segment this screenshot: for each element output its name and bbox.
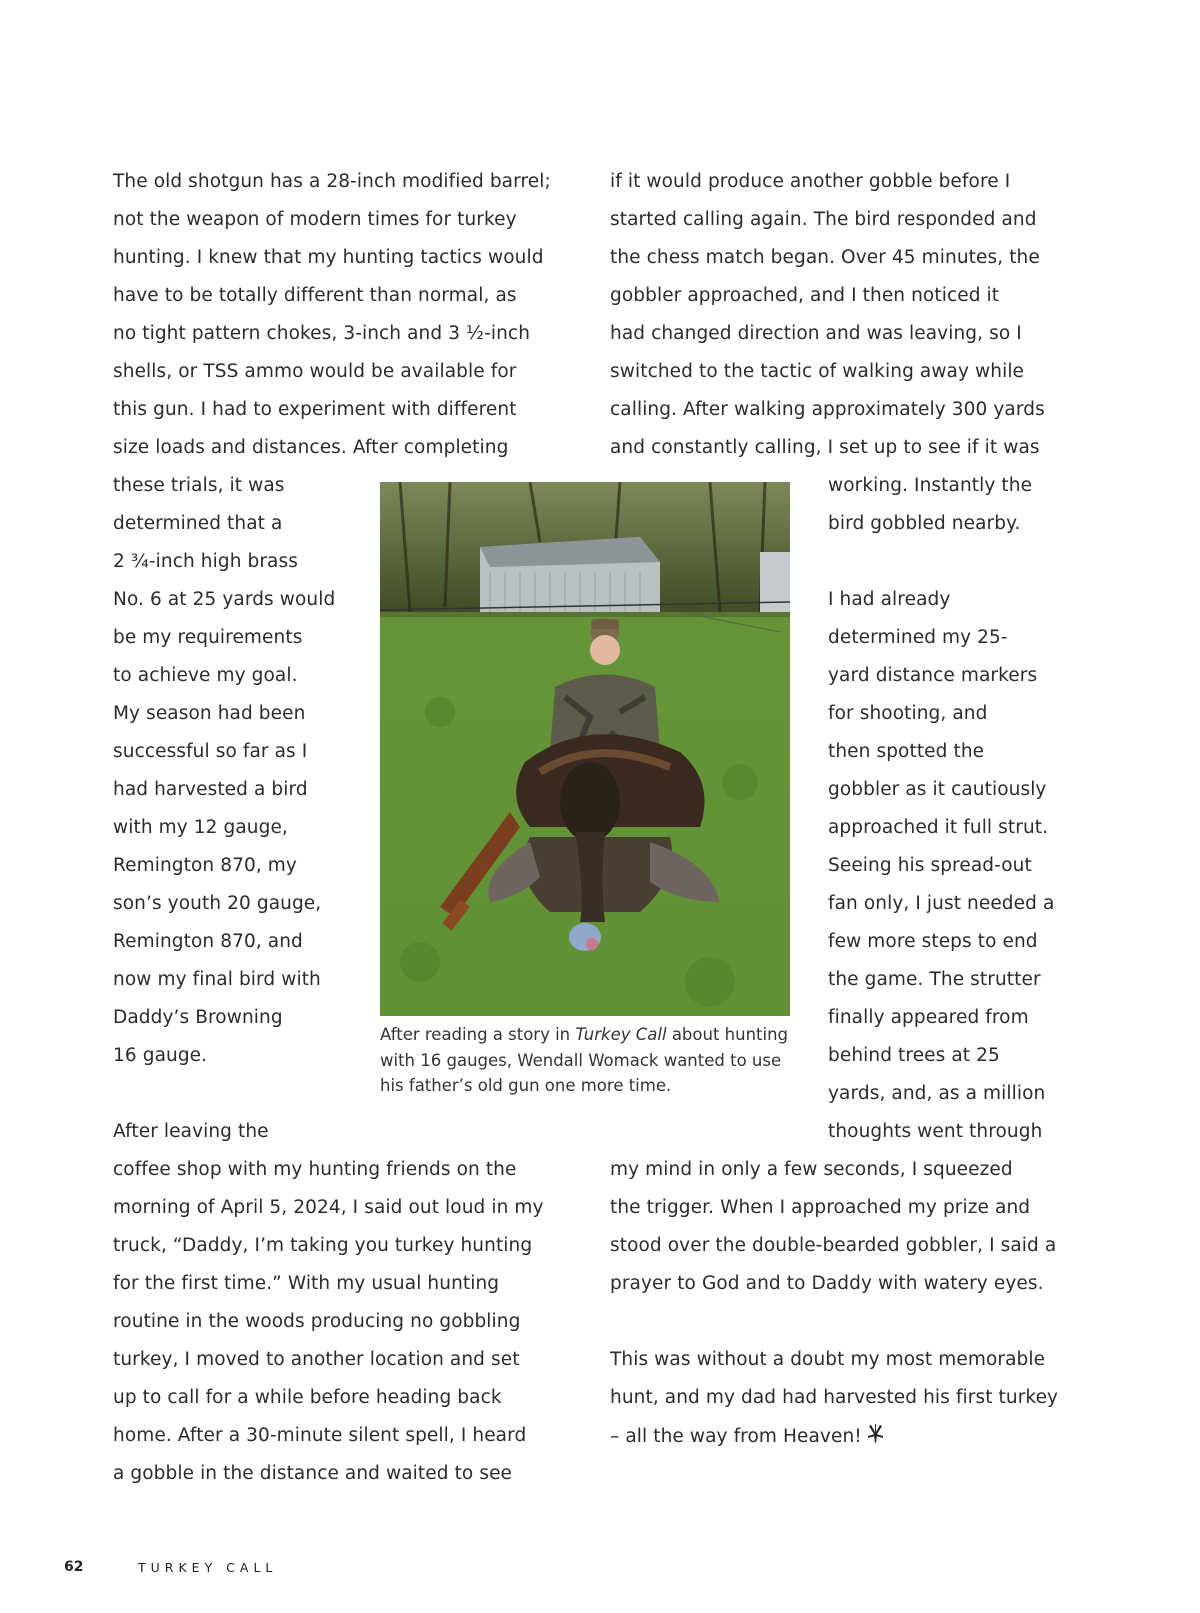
left-line-4: have to be totally different than normal, as	[113, 285, 517, 306]
right-final-line-3	[610, 1424, 884, 1451]
right-wrap-b-line-11: the game. The strutter	[828, 969, 1041, 990]
magazine-name: TURKEY CALL	[138, 1560, 278, 1575]
left-line-7: this gun. I had to experiment with different	[113, 399, 517, 420]
left-bottom-line-9: a gobble in the distance and waited to see	[113, 1463, 513, 1484]
right-final-line-1: This was without a doubt my most memorable	[610, 1349, 1046, 1370]
left-bottom-line-8: home. After a 30-minute silent spell, I heard	[113, 1425, 527, 1446]
page-number: 62	[64, 1559, 84, 1575]
left-wrap-line-10: with my 12 gauge,	[113, 817, 288, 838]
caption-line-2: with 16 gauges, Wendall Womack wanted to use	[380, 1050, 782, 1070]
left-bottom-line-6: turkey, I moved to another location and set	[113, 1349, 520, 1370]
right-line-8: and constantly calling, I set up to see if it was	[610, 437, 1040, 458]
left-bottom-line-3: truck, “Daddy, I’m taking you turkey hunting	[113, 1235, 533, 1256]
left-bottom-line-2: morning of April 5, 2024, I said out loud in my	[113, 1197, 544, 1218]
right-wrap-b-line-12: finally appeared from	[828, 1007, 1029, 1028]
left-bottom-line-5: routine in the woods producing no gobbling	[113, 1311, 521, 1332]
right-bottom-line-1: my mind in only a few seconds, I squeezed	[610, 1159, 1013, 1180]
left-wrap-line-2: determined that a	[113, 513, 283, 534]
left-line-2: not the weapon of modern times for turkey	[113, 209, 517, 230]
left-line-6: shells, or TSS ammo would be available for	[113, 361, 517, 382]
right-line-3: the chess match began. Over 45 minutes, the	[610, 247, 1040, 268]
left-wrap-line-11: Remington 870, my	[113, 855, 297, 876]
left-bottom-line-7: up to call for a while before heading back	[113, 1387, 502, 1408]
right-wrap-b-line-5: then spotted the	[828, 741, 985, 762]
left-bottom-line-1: coffee shop with my hunting friends on the	[113, 1159, 517, 1180]
left-wrap-line-1: these trials, it was	[113, 475, 285, 496]
right-wrap-b-line-6: gobbler as it cautiously	[828, 779, 1047, 800]
caption-magazine-title: Turkey Call	[575, 1025, 667, 1044]
right-wrap-b-line-8: Seeing his spread-out	[828, 855, 1032, 876]
right-line-2: started calling again. The bird responded and	[610, 209, 1037, 230]
left-wrap-line-7: My season had been	[113, 703, 306, 724]
right-wrap-b-line-3: yard distance markers	[828, 665, 1038, 686]
right-line-4: gobbler approached, and I then noticed it	[610, 285, 1000, 306]
left-line-1: The old shotgun has a 28-inch modified barrel;	[113, 171, 551, 192]
right-line-1: if it would produce another gobble before I	[610, 171, 1011, 192]
right-wrap-b-line-4: for shooting, and	[828, 703, 988, 724]
left-line-3: hunting. I knew that my hunting tactics would	[113, 247, 544, 268]
caption-line-1-post: about hunting	[666, 1025, 789, 1044]
caption-line-1-pre: After reading a story in	[380, 1025, 576, 1044]
caption-line-3: his father’s old gun one more time.	[380, 1076, 672, 1095]
right-wrap-b-line-2: determined my 25-	[828, 627, 1008, 648]
left-wrap-line-6: to achieve my goal.	[113, 665, 298, 686]
turkey-track-icon	[866, 1424, 884, 1451]
right-bottom-line-4: prayer to God and to Daddy with watery eyes.	[610, 1273, 1044, 1294]
right-line-5: had changed direction and was leaving, so I	[610, 323, 1022, 344]
right-line-6: switched to the tactic of walking away while	[610, 361, 1025, 382]
left-wrap-line-13: Remington 870, and	[113, 931, 303, 952]
right-wrap-a-line-1: working. Instantly the	[828, 475, 1033, 496]
left-wrap-line-8: successful so far as I	[113, 741, 308, 762]
left-wrap-line-3: 2 ¾-inch high brass	[113, 551, 298, 572]
left-bottom-line-4: for the first time.” With my usual hunting	[113, 1273, 500, 1294]
right-line-7: calling. After walking approximately 300 yards	[610, 399, 1045, 420]
right-wrap-b-line-13: behind trees at 25	[828, 1045, 1000, 1066]
right-wrap-b-line-10: few more steps to end	[828, 931, 1038, 952]
right-final-line-2: hunt, and my dad had harvested his first turkey	[610, 1387, 1059, 1408]
right-bottom-line-3: stood over the double-bearded gobbler, I said a	[610, 1235, 1057, 1256]
left-wrap-line-5: be my requirements	[113, 627, 303, 648]
right-wrap-b-line-1: I had already	[828, 589, 951, 610]
left-wrap-line-4: No. 6 at 25 yards would	[113, 589, 336, 610]
right-final-line-3-text: – all the way from Heaven!	[610, 1426, 862, 1447]
right-wrap-a-line-2: bird gobbled nearby.	[828, 513, 1021, 534]
photo-caption	[380, 1022, 800, 1099]
right-wrap-b-line-15: thoughts went through	[828, 1121, 1043, 1142]
left-wrap-line-16: 16 gauge.	[113, 1045, 208, 1066]
left-line-5: no tight pattern chokes, 3-inch and 3 ½-inch	[113, 323, 531, 344]
right-wrap-b-line-7: approached it full strut.	[828, 817, 1049, 838]
right-wrap-b-line-9: fan only, I just needed a	[828, 893, 1055, 914]
left-line-8: size loads and distances. After completing	[113, 437, 509, 458]
right-wrap-b-line-14: yards, and, as a million	[828, 1083, 1046, 1104]
left-wrap-line-15: Daddy’s Browning	[113, 1007, 283, 1028]
left-wrap-line-9: had harvested a bird	[113, 779, 308, 800]
left-wrap-line-14: now my final bird with	[113, 969, 321, 990]
caption-line-1	[380, 1022, 800, 1048]
left-wrap2-line-1: After leaving the	[113, 1121, 269, 1142]
hunter-turkey-photo	[380, 482, 790, 1016]
right-bottom-line-2: the trigger. When I approached my prize and	[610, 1197, 1031, 1218]
left-wrap-line-12: son’s youth 20 gauge,	[113, 893, 322, 914]
